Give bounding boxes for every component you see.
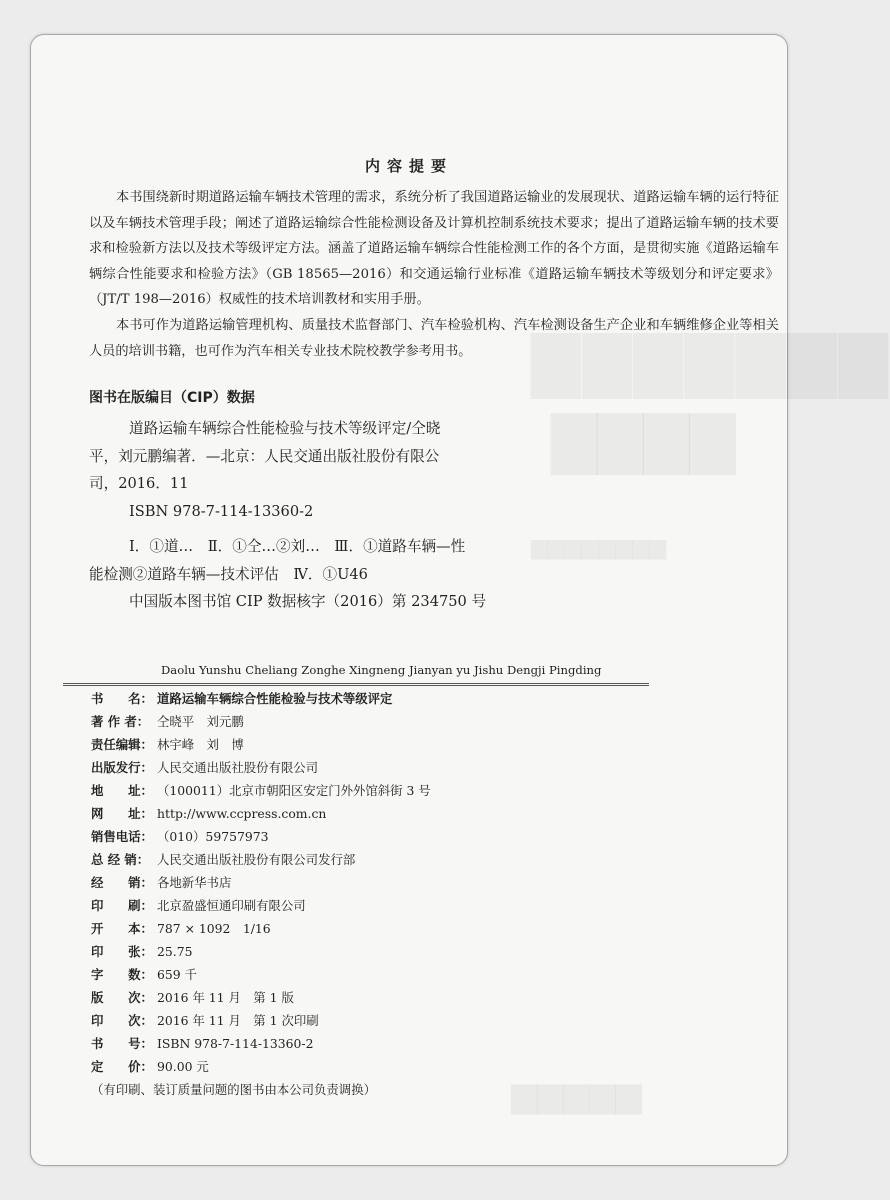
info-value: 北京盈盛恒通印刷有限公司 bbox=[157, 898, 306, 913]
info-value: 人民交通出版社股份有限公司发行部 bbox=[157, 852, 356, 867]
info-value: 仝晓平 刘元鹏 bbox=[157, 714, 244, 729]
cip-line: 司，2016．11 bbox=[89, 475, 189, 492]
info-label: 经 销： bbox=[91, 875, 153, 890]
info-value: 各地新华书店 bbox=[157, 875, 232, 890]
info-value: （010）59757973 bbox=[157, 829, 269, 844]
info-value: 林宇峰 刘 博 bbox=[157, 737, 244, 752]
info-label: 印 次： bbox=[91, 1013, 153, 1028]
cip-line: 道路运输车辆综合性能检验与技术等级评定/仝晓 bbox=[129, 420, 441, 437]
summary-body bbox=[89, 185, 779, 364]
title-pinyin: Daolu Yunshu Cheliang Zonghe Xingneng Jianyan yu Jishu Dengji Pingding bbox=[161, 663, 602, 677]
info-label: 版 次： bbox=[91, 990, 153, 1005]
info-label: 地 址： bbox=[91, 783, 153, 798]
info-label: 书 名： bbox=[91, 691, 153, 706]
info-value: （100011）北京市朝阳区安定门外外馆斜街 3 号 bbox=[157, 783, 431, 798]
info-label: 印 张： bbox=[91, 944, 153, 959]
divider bbox=[63, 683, 649, 684]
quality-note: （有印刷、装订质量问题的图书由本公司负责调换） bbox=[91, 1082, 376, 1097]
info-row-website bbox=[91, 802, 431, 825]
info-label: 网 址： bbox=[91, 806, 153, 821]
summary-paragraph: 本书围绕新时期道路运输车辆技术管理的需求，系统分析了我国道路运输业的发展现状、道路运输车辆的运行特征以及车辆技术管理手段；阐述了道路运输综合性能检测设备及计算机控制系统技术要求；提出了道路运输车辆的技术要求和检验新方法以及技术等级评定方法。涵盖了道路运输车辆综合性能检测工作的各个方面，是贯彻实施《道路运输车辆综合性能要求和检验方法》（GB 18565—2016）和交通运输行业标准《道路运输车辆技术等级划分和评定要求》（JT/T 198—2016）权威性的技术培训教材和实用手册。 bbox=[89, 190, 779, 308]
info-row-wordcount bbox=[91, 963, 431, 986]
info-value: 659 千 bbox=[157, 967, 197, 982]
info-row-format bbox=[91, 917, 431, 940]
info-label: 总 经 销： bbox=[91, 852, 150, 867]
info-value: 人民交通出版社股份有限公司 bbox=[157, 760, 319, 775]
cip-line: Ⅰ．①道… Ⅱ．①仝…②刘… Ⅲ．①道路车辆—性 bbox=[129, 538, 466, 555]
summary-title: 内容提要 bbox=[364, 157, 453, 175]
info-row-phone bbox=[91, 825, 431, 848]
info-row-printer bbox=[91, 894, 431, 917]
info-value: 787 × 1092 1/16 bbox=[157, 921, 271, 936]
cip-number: 中国版本图书馆 CIP 数据核字（2016）第 234750 号 bbox=[129, 593, 487, 610]
info-value: 25.75 bbox=[157, 944, 193, 959]
info-row-distributor bbox=[91, 848, 431, 871]
info-label: 开 本： bbox=[91, 921, 153, 936]
info-label: 著 作 者： bbox=[91, 714, 150, 729]
info-row-title bbox=[91, 687, 431, 710]
info-label: 销售电话： bbox=[91, 829, 153, 844]
info-row-sellers bbox=[91, 871, 431, 894]
info-row-editor bbox=[91, 733, 431, 756]
copyright-page bbox=[30, 34, 890, 1166]
info-row-publisher bbox=[91, 756, 431, 779]
info-row-authors bbox=[91, 710, 431, 733]
website-link[interactable]: http://www.ccpress.com.cn bbox=[157, 806, 327, 821]
summary-paragraph: 本书可作为道路运输管理机构、质量技术监督部门、汽车检验机构、汽车检测设备生产企业和车辆维修企业等相关人员的培训书籍，也可作为汽车相关专业技术院校教学参考用书。 bbox=[89, 317, 779, 359]
bleed-through-text: ▇▇▇▇▇▇▇ bbox=[531, 325, 890, 399]
bleed-through-text: ▇▇▇▇ bbox=[551, 405, 736, 475]
cip-isbn: ISBN 978-7-114-13360-2 bbox=[129, 502, 314, 520]
info-row-printing bbox=[91, 1009, 431, 1032]
info-label: 字 数： bbox=[91, 967, 153, 982]
cip-block bbox=[89, 415, 509, 616]
info-label: 印 刷： bbox=[91, 898, 153, 913]
info-row-sheets bbox=[91, 940, 431, 963]
bleed-through-text: ▆▆▆▆▆ bbox=[511, 1075, 642, 1115]
info-value: 2016 年 11 月 第 1 次印刷 bbox=[157, 1013, 319, 1028]
bleed-through-text: ▆▆▆▆▆▆▆▆ bbox=[531, 535, 667, 560]
info-row-address bbox=[91, 779, 431, 802]
price-value: 90.00 元 bbox=[157, 1059, 209, 1074]
info-label: 责任编辑： bbox=[91, 737, 153, 752]
cip-heading: 图书在版编目（CIP）数据 bbox=[89, 390, 255, 406]
divider bbox=[63, 685, 649, 686]
info-row-isbn bbox=[91, 1032, 431, 1055]
info-row-edition bbox=[91, 986, 431, 1009]
publication-info bbox=[91, 687, 431, 1101]
info-value: 2016 年 11 月 第 1 版 bbox=[157, 990, 294, 1005]
cip-line: 平，刘元鹏编著．—北京：人民交通出版社股份有限公 bbox=[89, 447, 440, 465]
cip-line: 能检测②道路车辆—技术评估 Ⅳ．①U46 bbox=[89, 565, 368, 583]
info-label: 书 号： bbox=[91, 1036, 153, 1051]
book-title: 道路运输车辆综合性能检验与技术等级评定 bbox=[157, 691, 393, 706]
info-label: 出版发行： bbox=[91, 760, 153, 775]
info-row-price bbox=[91, 1055, 431, 1078]
info-value: ISBN 978-7-114-13360-2 bbox=[157, 1036, 314, 1051]
info-label: 定 价： bbox=[91, 1059, 153, 1074]
